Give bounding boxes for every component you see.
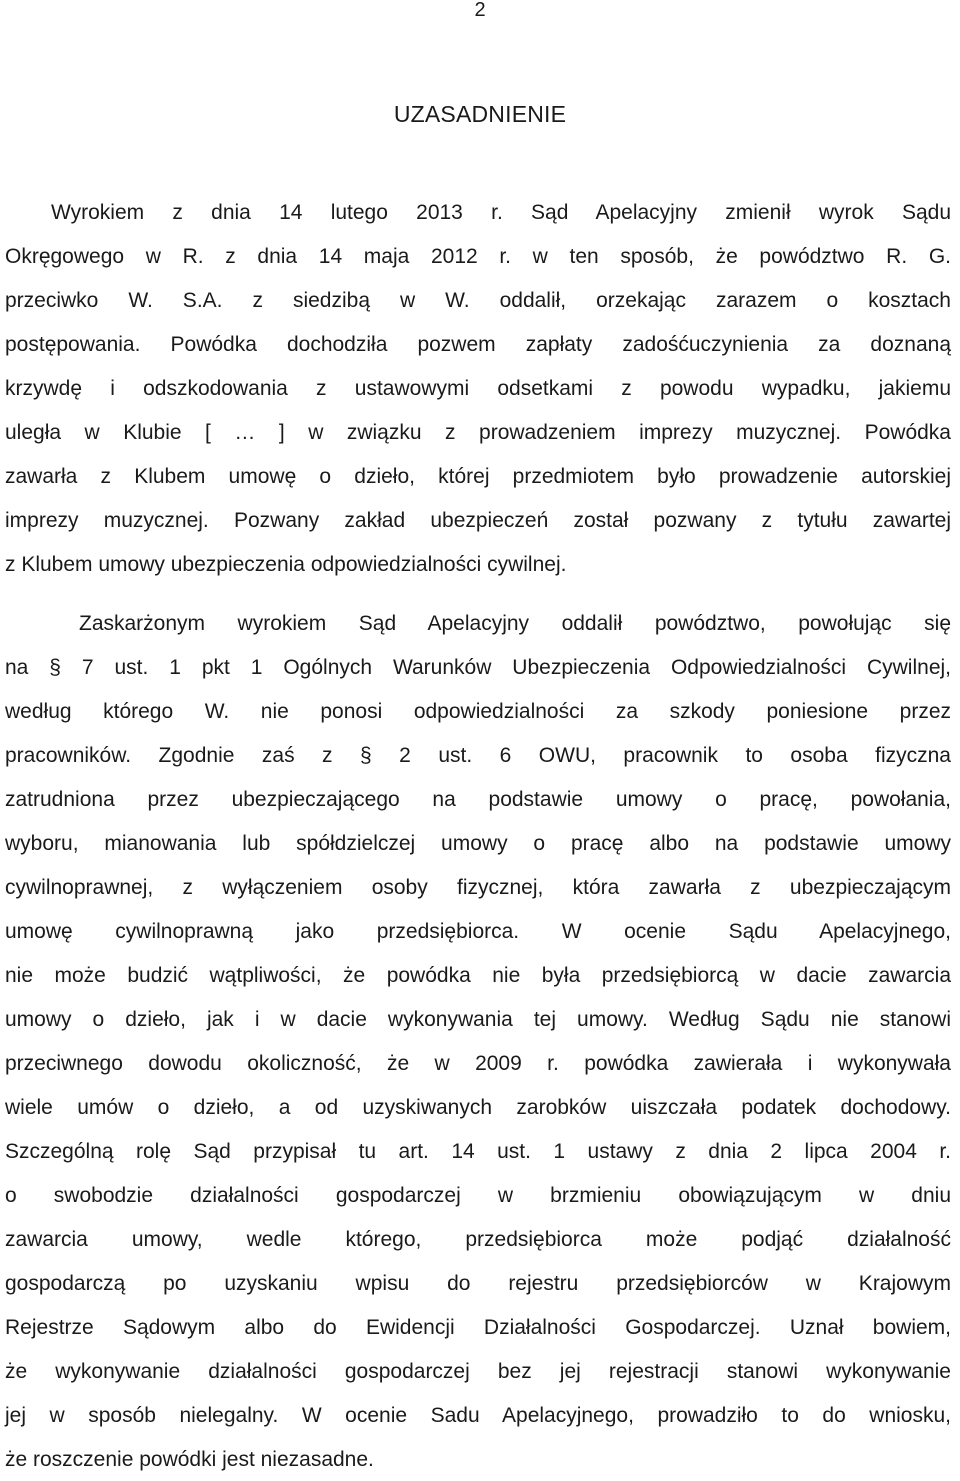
text-line: zawarcia umowy, wedle którego, przedsiębiorca może podjąć działalność	[5, 1228, 951, 1251]
text-line: na § 7 ust. 1 pkt 1 Ogólnych Warunków Ubezpieczenia Odpowiedzialności Cywilnej,	[5, 656, 951, 679]
text-line: z Klubem umowy ubezpieczenia odpowiedzialności cywilnej.	[5, 553, 567, 576]
text-line: jej w sposób nielegalny. W ocenie Sadu Apelacyjnego, prowadziło to do wniosku,	[5, 1404, 951, 1427]
text-line: wyboru, mianowania lub spółdzielczej umowy o pracę albo na podstawie umowy	[5, 832, 951, 855]
text-line: Rejestrze Sądowym albo do Ewidencji Działalności Gospodarczej. Uznał bowiem,	[5, 1316, 951, 1339]
text-line: zatrudniona przez ubezpieczającego na podstawie umowy o pracę, powołania,	[5, 788, 951, 811]
text-line: Okręgowego w R. z dnia 14 maja 2012 r. w ten sposób, że powództwo R. G.	[5, 245, 951, 268]
text-line: krzywdę i odszkodowania z ustawowymi odsetkami z powodu wypadku, jakiemu	[5, 377, 951, 400]
text-line: Wyrokiem z dnia 14 lutego 2013 r. Sąd Apelacyjny zmienił wyrok Sądu	[51, 201, 951, 224]
text-line: że roszczenie powódki jest niezasadne.	[5, 1448, 374, 1471]
text-line: pracowników. Zgodnie zaś z § 2 ust. 6 OWU, pracownik to osoba fizyczna	[5, 744, 951, 767]
text-line: postępowania. Powódka dochodziła pozwem zapłaty zadośćuczynienia za doznaną	[5, 333, 951, 356]
text-line: że wykonywanie działalności gospodarczej bez jej rejestracji stanowi wykonywanie	[5, 1360, 951, 1383]
document-heading: UZASADNIENIE	[393, 101, 567, 127]
text-line: imprezy muzycznej. Pozwany zakład ubezpieczeń został pozwany z tytułu zawartej	[5, 509, 951, 532]
text-line: nie może budzić wątpliwości, że powódka nie była przedsiębiorcą w dacie zawarcia	[5, 964, 951, 987]
text-line: o swobodzie działalności gospodarczej w brzmieniu obowiązującym w dniu	[5, 1184, 951, 1207]
text-line: przeciwko W. S.A. z siedzibą w W. oddalił, orzekając zarazem o kosztach	[5, 289, 951, 312]
page-number: 2	[474, 0, 486, 21]
text-line: umowy o dzieło, jak i w dacie wykonywania tej umowy. Według Sądu nie stanowi	[5, 1008, 951, 1031]
text-line: Szczególną rolę Sąd przypisał tu art. 14 ust. 1 ustawy z dnia 2 lipca 2004 r.	[5, 1140, 951, 1163]
text-line: umowę cywilnoprawną jako przedsiębiorca. W ocenie Sądu Apelacyjnego,	[5, 920, 951, 943]
text-line: gospodarczą po uzyskaniu wpisu do rejestru przedsiębiorców w Krajowym	[5, 1272, 951, 1295]
text-line: zawarła z Klubem umowę o dzieło, której przedmiotem było prowadzenie autorskiej	[5, 465, 951, 488]
text-line: wiele umów o dzieło, a od uzyskiwanych zarobków uiszczała podatek dochodowy.	[5, 1096, 951, 1119]
text-line: uległa w Klubie [ … ] w związku z prowadzeniem imprezy muzycznej. Powódka	[5, 421, 951, 444]
text-line: według którego W. nie ponosi odpowiedzialności za szkody poniesione przez	[5, 700, 951, 723]
text-line: cywilnoprawnej, z wyłączeniem osoby fizycznej, która zawarła z ubezpieczającym	[5, 876, 951, 899]
text-line: przeciwnego dowodu okoliczność, że w 2009 r. powódka zawierała i wykonywała	[5, 1052, 951, 1075]
text-line: Zaskarżonym wyrokiem Sąd Apelacyjny oddalił powództwo, powołując się	[79, 612, 951, 635]
